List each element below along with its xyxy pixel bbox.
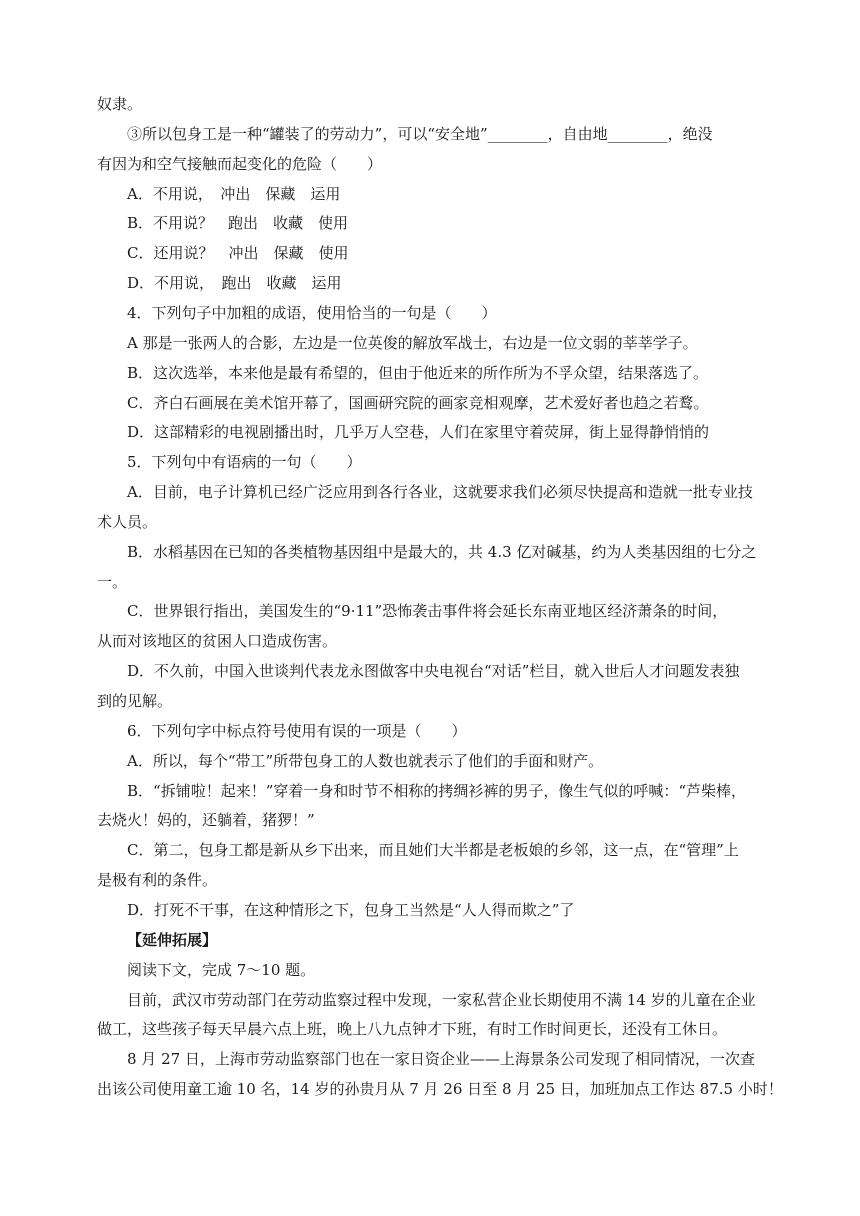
text-line: A．不用说， 冲出 保藏 运用 <box>127 185 341 203</box>
text-line: D．打死不干事，在这种情形之下，包身工当然是“人人得而欺之”了 <box>127 901 575 919</box>
text-line: A．目前，电子计算机已经广泛应用到各行各业，这就要求我们必须尽快提高和造就一批专业技 <box>127 483 753 501</box>
text-line: 目前，武汉市劳动部门在劳动监察过程中发现，一家私营企业长期使用不满 14 岁的儿童在企业 <box>127 991 756 1009</box>
text-line: ③所以包身工是一种“罐装了的劳动力”，可以“安全地”________，自由地________，绝没 <box>127 125 713 143</box>
text-line: B．不用说？ 跑出 收藏 使用 <box>127 214 349 232</box>
text-line: B．水稻基因在已知的各类植物基因组中是最大的，共 4.3 亿对碱基，约为人类基因组的七分之 <box>127 543 757 561</box>
text-line: 是极有利的条件。 <box>97 871 218 889</box>
text-line: 有因为和空气接触而起变化的危险（ ） <box>97 155 383 173</box>
text-line: 5．下列句中有语病的一句（ ） <box>127 453 362 471</box>
text-line: 出该公司使用童工逾 10 名，14 岁的孙贵月从 7 月 26 日至 8 月 25 日，加班加点工作达 87.5 小时！ <box>97 1080 783 1098</box>
text-line: C．第二，包身工都是新从乡下出来，而且她们大半都是老板娘的乡邻，这一点，在“管理”上 <box>127 841 739 859</box>
text-line: B．这次选举，本来他是最有希望的，但由于他近来的所作所为不孚众望，结果落选了。 <box>127 364 709 382</box>
text-line: 4．下列句子中加粗的成语，使用恰当的一句是（ ） <box>127 304 497 322</box>
text-line: 做工，这些孩子每天早晨六点上班，晚上八九点钟才下班，有时工作时间更长，还没有工休日。 <box>97 1020 728 1038</box>
text-line: 去烧火！妈的，还躺着，猪猡！” <box>97 811 315 829</box>
text-line: C．还用说？ 冲出 保藏 使用 <box>127 244 349 262</box>
text-line: 奴隶。 <box>97 95 143 113</box>
text-line: B．“拆铺啦！起来！”穿着一身和时节不相称的拷绸衫裤的男子，像生气似的呼喊：“芦柴棒， <box>127 782 747 800</box>
text-line: A．所以，每个“带工”所带包身工的人数也就表示了他们的手面和财产。 <box>127 752 604 770</box>
text-line: 到的见解。 <box>97 692 173 710</box>
text-line: 一。 <box>97 573 128 591</box>
text-line: 从而对该地区的贫困人口造成伤害。 <box>97 632 338 650</box>
text-line: 8 月 27 日，上海市劳动监察部门也在一家日资企业——上海景条公司发现了相同情况，一次查 <box>127 1050 755 1068</box>
text-line: C．世界银行指出，美国发生的“9·11”恐怖袭击事件将会延长东南亚地区经济萧条的时间， <box>127 602 728 620</box>
text-line: D．不久前，中国入世谈判代表龙永图做客中央电视台“对话”栏目，就入世后人才问题发表独 <box>127 662 740 680</box>
text-line: D．不用说， 跑出 收藏 运用 <box>127 274 342 292</box>
text-line: 6．下列句字中标点符号使用有误的一项是（ ） <box>127 722 467 740</box>
text-line: 术人员。 <box>97 513 158 531</box>
text-line: 阅读下文，完成 7～10 题。 <box>127 961 316 979</box>
text-line: D．这部精彩的电视剧播出时，几乎万人空巷，人们在家里守着荧屏，街上显得静悄悄的 <box>127 423 710 441</box>
text-line: A 那是一张两人的合影，左边是一位英俊的解放军战士，右边是一位文弱的莘莘学子。 <box>127 334 698 352</box>
section-heading: 【延伸拓展】 <box>127 931 218 949</box>
text-line: C．齐白石画展在美术馆开幕了，国画研究院的画家竞相观摩，艺术爱好者也趋之若鹜。 <box>127 394 709 412</box>
